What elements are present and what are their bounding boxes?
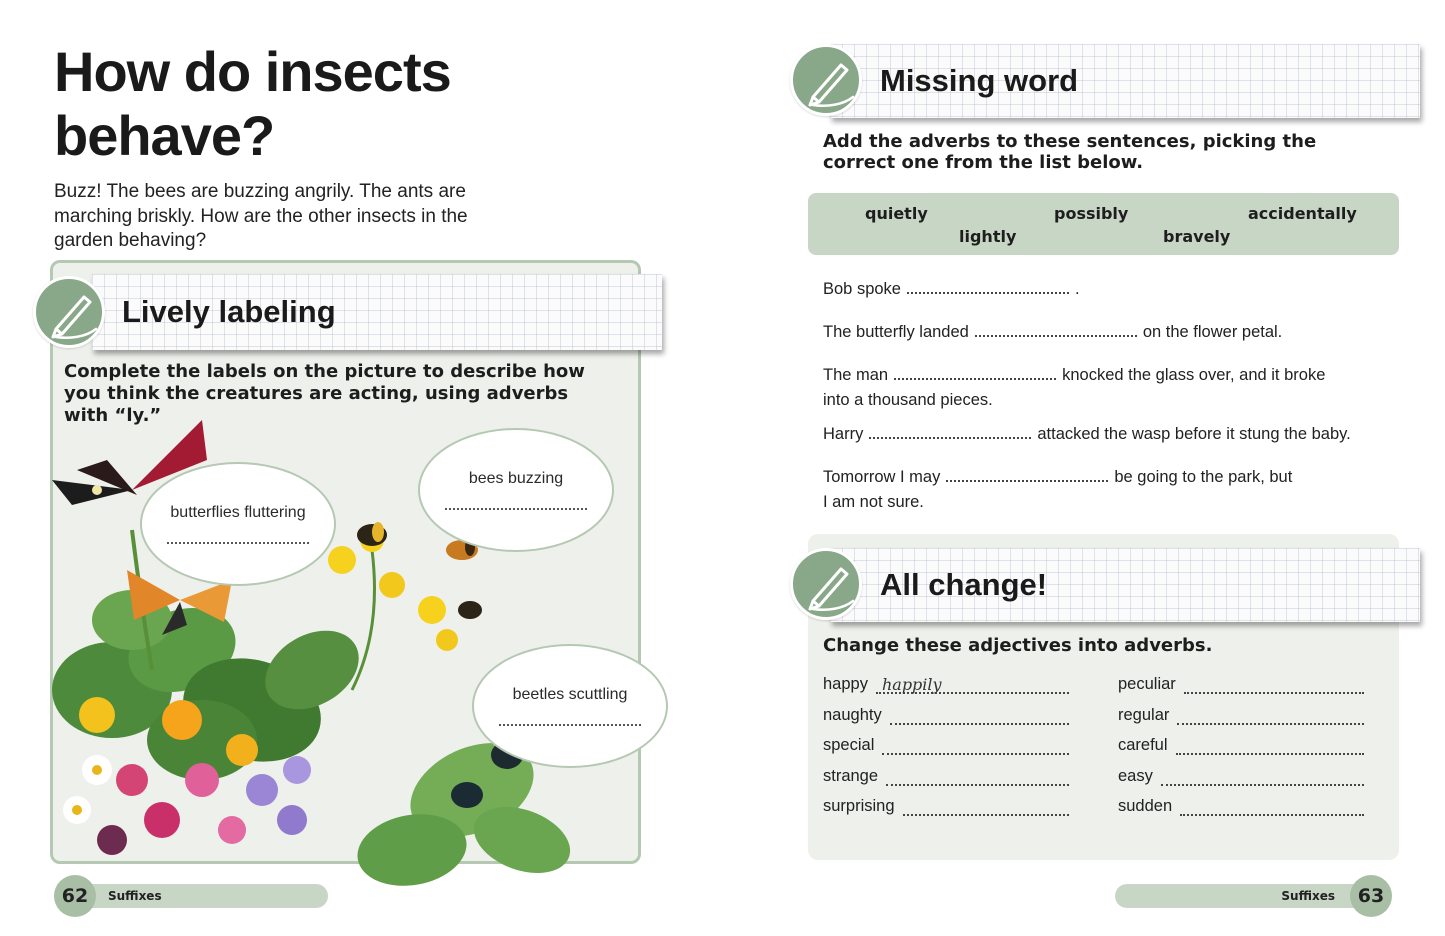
sentence-text: I am not sure.: [823, 493, 924, 511]
adjective: special: [823, 736, 875, 754]
answer-blank[interactable]: [903, 804, 1069, 816]
adjective-column-right: [1118, 672, 1364, 816]
adjective-column-left: [823, 672, 1069, 816]
sentence-row: [823, 363, 1383, 413]
sentence-text: Tomorrow I may: [823, 468, 941, 486]
word-bank-item: bravely: [1163, 227, 1231, 246]
section-title: All change!: [880, 567, 1048, 602]
footer-section-label: [80, 884, 328, 908]
section-title: Missing word: [880, 63, 1079, 98]
adjective-row: [1118, 733, 1364, 755]
adjective: happy: [823, 675, 868, 693]
answer-blank[interactable]: [1180, 804, 1364, 816]
adjective: surprising: [823, 797, 895, 815]
adjective-row: [823, 764, 1069, 786]
footer-label: Suffixes: [1281, 889, 1335, 903]
answer-blank[interactable]: [1177, 713, 1364, 725]
answer-blank[interactable]: [886, 774, 1069, 786]
page-title-line-2: behave?: [54, 104, 275, 167]
sentence-row: [823, 422, 1383, 447]
sentence-text: Harry: [823, 425, 864, 443]
footer-label: Suffixes: [108, 889, 162, 903]
answer-blank[interactable]: [869, 425, 1031, 439]
sentence-text: attacked the wasp before it stung the baby.: [1037, 425, 1351, 443]
word-bank-item: lightly: [959, 227, 1017, 246]
page-number: 63: [1350, 875, 1392, 917]
handwritten-answer: happily: [881, 675, 942, 694]
missing-word-banner: [830, 44, 1420, 118]
pencil-icon: [790, 548, 862, 620]
adjective-row: [823, 703, 1069, 725]
answer-blank[interactable]: [1176, 743, 1364, 755]
word-bank: [808, 193, 1399, 255]
adjective-row: [1118, 703, 1364, 725]
sentence-row: [823, 465, 1383, 515]
sentence-text: The man: [823, 366, 889, 384]
word-bank-item: possibly: [1054, 204, 1129, 223]
labeling-instruction: Complete the labels on the picture to describe how you think the creatures are acting, using adverbs with “ly.”: [64, 361, 585, 426]
answer-blank[interactable]: [876, 675, 1069, 694]
sentence-text: on the flower petal.: [1142, 323, 1283, 341]
footer-section-label: [1115, 884, 1375, 908]
answer-blank[interactable]: [1184, 682, 1364, 694]
all-change-instruction: Change these adjectives into adverbs.: [823, 635, 1213, 656]
sentence-text: into a thousand pieces.: [823, 391, 993, 409]
answer-line[interactable]: [167, 542, 309, 544]
answer-blank[interactable]: [907, 280, 1069, 294]
answer-blank[interactable]: [946, 468, 1108, 482]
answer-blank[interactable]: [1161, 774, 1364, 786]
label-beetles: beetles scuttling: [512, 686, 628, 703]
sentence-row: [823, 320, 1383, 345]
intro-text: Buzz! The bees are buzzing angrily. The ants are marching briskly. How are the other insects in the garden behaving?: [54, 181, 468, 251]
adjective-row: [1118, 764, 1364, 786]
answer-blank[interactable]: [975, 323, 1137, 337]
adjective-row: [823, 733, 1069, 755]
answer-blank[interactable]: [894, 366, 1056, 380]
word-bank-item: accidentally: [1248, 204, 1357, 223]
lively-labeling-banner: [92, 274, 662, 350]
answer-blank[interactable]: [882, 743, 1069, 755]
label-bubble-butterflies: [140, 462, 336, 586]
adjective: strange: [823, 766, 879, 785]
answer-line[interactable]: [499, 724, 641, 726]
adjective-row: [1118, 794, 1364, 816]
section-title: Lively labeling: [122, 294, 336, 329]
sentence-text: knocked the glass over, and it broke: [1062, 366, 1326, 384]
label-butterflies: butterflies fluttering: [170, 504, 306, 521]
adjective: naughty: [823, 705, 882, 724]
sentence-row: [823, 277, 1383, 302]
adjective: careful: [1118, 736, 1168, 754]
label-bees: bees buzzing: [468, 470, 564, 487]
answer-line[interactable]: [445, 508, 587, 510]
sentence-text: be going to the park, but: [1114, 468, 1293, 486]
label-bubble-bees: [418, 428, 614, 552]
pencil-icon: [790, 44, 862, 116]
adjective: sudden: [1118, 797, 1173, 815]
missing-word-instruction: Add the adverbs to these sentences, picking the correct one from the list below.: [823, 131, 1317, 173]
adjective: peculiar: [1118, 675, 1176, 693]
page-title-line-1: How do insects: [54, 40, 451, 103]
sentence-text: Bob spoke: [823, 280, 901, 298]
adjective-row: [1118, 672, 1364, 694]
adjective: regular: [1118, 705, 1170, 724]
page-title: [54, 40, 474, 168]
sentence-text: .: [1074, 280, 1080, 298]
label-bubble-beetles: [472, 644, 668, 768]
adjective-row: [823, 794, 1069, 816]
all-change-banner: [830, 548, 1420, 622]
adjective: easy: [1118, 766, 1153, 785]
answer-blank[interactable]: [890, 713, 1069, 725]
pencil-icon: [33, 276, 105, 348]
adjective-row: [823, 672, 1069, 694]
word-bank-item: quietly: [865, 204, 928, 223]
sentence-text: The butterfly landed: [823, 323, 969, 341]
page-number: 62: [54, 875, 96, 917]
